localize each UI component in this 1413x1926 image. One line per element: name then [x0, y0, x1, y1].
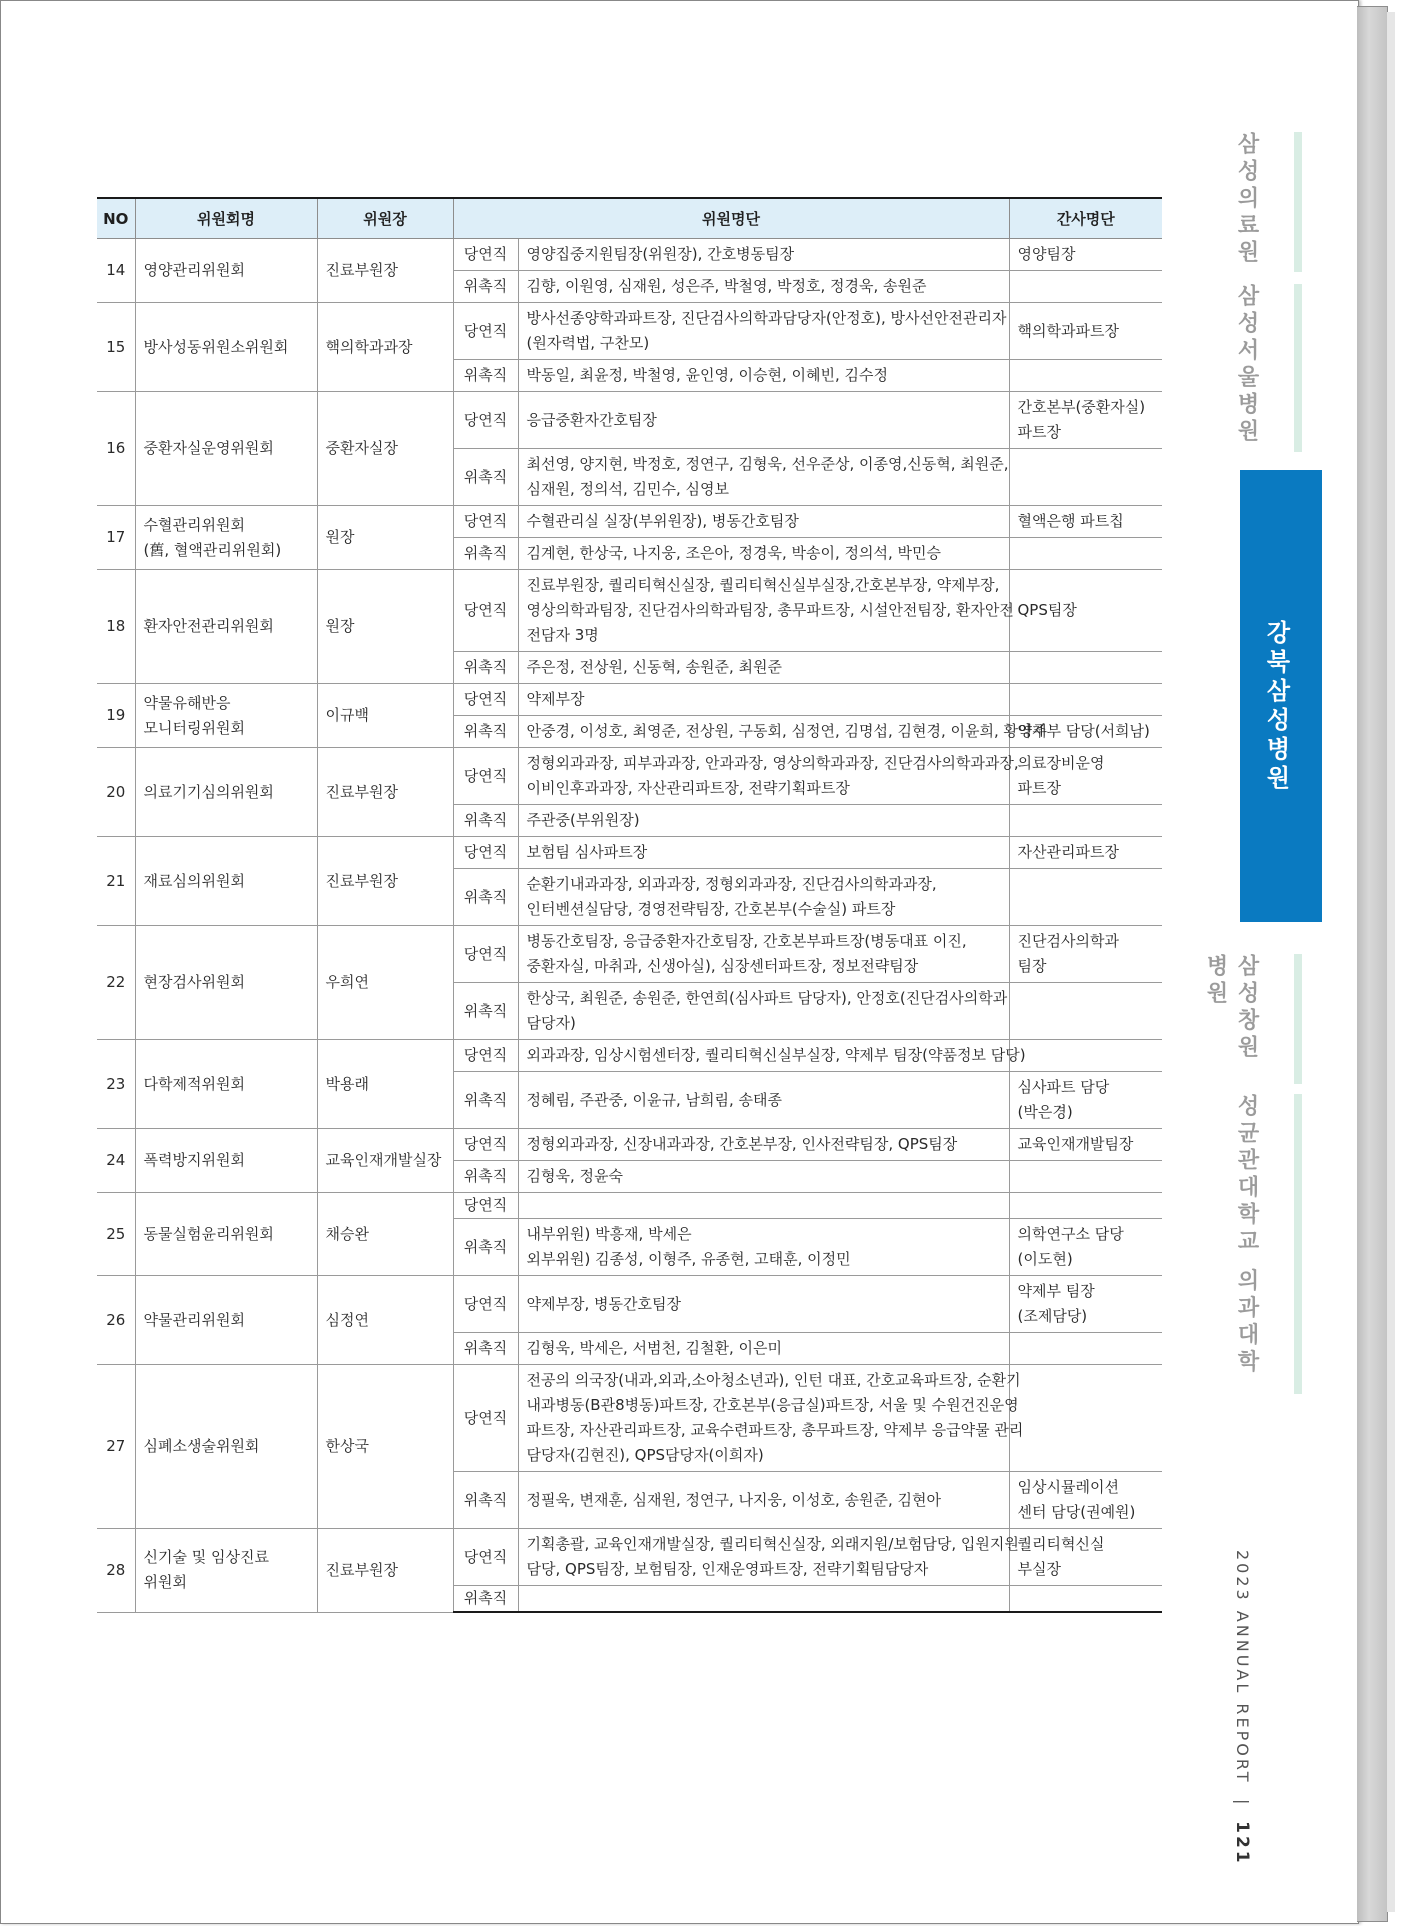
member-list-line: 순환기내과과장, 외과과장, 정형외과과장, 진단검사의학과과장,	[526, 875, 937, 893]
member-list	[518, 271, 1009, 303]
committee-name-line: 심폐소생술위원회	[143, 1437, 260, 1455]
secretary-list	[1009, 805, 1162, 837]
side-tab-label: 강북삼성병원	[1262, 620, 1290, 794]
member-list-line: 최선영, 양지현, 박정호, 정연구, 김형욱, 선우준상, 이종영,신동혁, 최원준,	[526, 455, 1009, 473]
table-row	[97, 392, 1162, 449]
secretary-line: 혈액은행 파트칩	[1017, 512, 1124, 530]
table-row	[97, 1529, 1162, 1586]
table-row	[97, 1365, 1162, 1472]
side-tab-3[interactable]	[1240, 470, 1322, 922]
secretary-list	[1009, 506, 1162, 538]
secretary-line: 퀄리티혁신실	[1017, 1535, 1105, 1553]
secretary-list	[1009, 449, 1162, 506]
member-list-line: 중환자실, 마취과, 신생아실), 심장센터파트장, 정보전략팀장	[526, 957, 919, 975]
secretary-list	[1009, 360, 1162, 392]
member-type: 당연직	[453, 1129, 518, 1161]
member-type: 당연직	[453, 506, 518, 538]
member-list	[518, 716, 1048, 748]
secretary-line: QPS팀장	[1017, 601, 1077, 619]
secretary-line: 임상시뮬레이션	[1017, 1478, 1119, 1496]
member-type: 당연직	[453, 837, 518, 869]
member-list-line: 약제부장	[526, 690, 585, 708]
committee-name	[135, 570, 317, 684]
committee-name-line: 현장검사위원회	[143, 973, 245, 991]
table-header-row	[97, 198, 1162, 239]
header-no: NO	[97, 198, 135, 239]
committee-name	[135, 506, 317, 570]
member-list	[518, 983, 1009, 1040]
secretary-line: 약제부 팀장	[1017, 1282, 1095, 1300]
secretary-list	[1009, 983, 1162, 1040]
secretary-list	[1009, 1161, 1162, 1193]
member-type: 위촉직	[453, 538, 518, 570]
member-list	[518, 805, 1009, 837]
row-number: 23	[97, 1040, 135, 1129]
member-list-line: 담당자)	[526, 1014, 576, 1032]
member-list	[518, 837, 1009, 869]
member-type: 위촉직	[453, 983, 518, 1040]
member-type: 위촉직	[453, 805, 518, 837]
committee-chair: 진료부원장	[317, 239, 453, 303]
secretary-list	[1009, 570, 1162, 652]
committee-chair: 채승완	[317, 1193, 453, 1276]
row-number: 24	[97, 1129, 135, 1193]
row-number: 21	[97, 837, 135, 926]
secretary-line: 자산관리파트장	[1017, 843, 1119, 861]
member-list	[518, 1219, 1009, 1276]
secretary-line: 파트장	[1017, 779, 1061, 797]
secretary-line: 진단검사의학과	[1017, 932, 1119, 950]
page-number: 121	[1232, 1821, 1252, 1866]
member-type: 위촉직	[453, 1333, 518, 1365]
table-row	[97, 303, 1162, 360]
committee-name	[135, 1529, 317, 1613]
row-number: 16	[97, 392, 135, 506]
side-tab-label: 삼성창원병원	[1203, 954, 1259, 1062]
member-list	[518, 1529, 1019, 1586]
committee-name	[135, 392, 317, 506]
side-tab-label: 성균관대학교 의과대학	[1234, 1094, 1259, 1377]
table-body	[97, 239, 1162, 1613]
side-tab-1[interactable]	[1222, 132, 1302, 272]
member-list-line: 영양집중지원팀장(위원장), 간호병동팀장	[526, 245, 795, 263]
side-tab-bar	[1294, 132, 1302, 272]
committee-chair: 심정연	[317, 1276, 453, 1365]
secretary-list	[1009, 652, 1162, 684]
side-tab-2[interactable]	[1222, 284, 1302, 452]
member-list-line: 김형욱, 정윤숙	[526, 1167, 623, 1185]
member-type: 위촉직	[453, 1072, 518, 1129]
member-list-line: 박동일, 최윤정, 박철영, 윤인영, 이승현, 이혜빈, 김수정	[526, 366, 889, 384]
member-list-line: 내부위원) 박흥재, 박세은	[526, 1225, 692, 1243]
secretary-list	[1009, 1193, 1162, 1219]
secretary-line: 부실장	[1017, 1560, 1061, 1578]
row-number: 25	[97, 1193, 135, 1276]
member-list	[518, 1161, 1009, 1193]
member-type: 위촉직	[453, 1472, 518, 1529]
member-list-line: (원자력법, 구찬모)	[526, 334, 650, 352]
committee-name	[135, 239, 317, 303]
member-list-line: 진료부원장, 퀄리티혁신실장, 퀄리티혁신실부실장,간호본부장, 약제부장,	[526, 576, 1000, 594]
committee-name	[135, 1365, 317, 1529]
committee-name-line: 수혈관리위원회	[143, 515, 245, 534]
member-list-line: 김형욱, 박세은, 서범천, 김철환, 이은미	[526, 1339, 782, 1357]
member-list-line: 응급중환자간호팀장	[526, 410, 657, 429]
committee-name	[135, 1040, 317, 1129]
committee-chair: 핵의학과과장	[317, 303, 453, 392]
secretary-line: (조제담당)	[1017, 1307, 1088, 1325]
committee-name-line: (舊, 혈액관리위원회)	[143, 540, 282, 559]
committee-name-line: 다학제적위원회	[143, 1074, 245, 1093]
member-list	[518, 1276, 1009, 1333]
secretary-list	[1009, 1365, 1162, 1472]
member-list-line: 김향, 이원영, 심재원, 성은주, 박철영, 박정호, 정경욱, 송원준	[526, 277, 927, 295]
header-secretary: 간사명단	[1009, 198, 1162, 239]
secretary-list	[1009, 392, 1162, 449]
member-type: 위촉직	[453, 716, 518, 748]
member-list-line: 한상국, 최원준, 송원준, 한연희(심사파트 담당자), 안정호(진단검사의학과	[526, 989, 1008, 1007]
member-type: 당연직	[453, 1365, 518, 1472]
table-row	[97, 1040, 1162, 1072]
secretary-line: (박은경)	[1017, 1103, 1073, 1121]
member-type: 당연직	[453, 1276, 518, 1333]
secretary-line: 의학연구소 담당	[1017, 1225, 1124, 1243]
secretary-list	[1009, 684, 1162, 716]
member-type: 당연직	[453, 1040, 518, 1072]
committee-name-line: 모니터링위원회	[143, 718, 245, 737]
member-list	[518, 748, 1019, 805]
table-row	[97, 1129, 1162, 1161]
side-tab-label: 삼성서울병원	[1234, 284, 1259, 446]
member-list-line: 주은정, 전상원, 신동혁, 송원준, 최원준	[526, 658, 782, 676]
secretary-line: 파트장	[1017, 423, 1061, 441]
committee-table	[97, 197, 1162, 1613]
member-type: 당연직	[453, 303, 518, 360]
secretary-line: 심사파트 담당	[1017, 1078, 1110, 1096]
member-list-line: 외부위원) 김종성, 이형주, 유종현, 고태훈, 이정민	[526, 1250, 851, 1268]
member-list-line: 약제부장, 병동간호팀장	[526, 1294, 681, 1313]
committee-name-line: 약물유해반응	[143, 693, 231, 712]
member-list	[518, 869, 1009, 926]
secretary-line: 영양팀장	[1017, 245, 1076, 263]
side-tab-5[interactable]	[1222, 1094, 1302, 1394]
committee-name-line: 약물관리위원회	[143, 1310, 245, 1329]
committee-name	[135, 684, 317, 748]
committee-name	[135, 926, 317, 1040]
report-label: 2023 ANNUAL REPORT	[1233, 1550, 1252, 1785]
committee-name-line: 의료기기심의위원회	[143, 782, 274, 801]
member-list-line: 전담자 3명	[526, 626, 599, 644]
member-type: 위촉직	[453, 1161, 518, 1193]
secretary-line: 교육인재개발팀장	[1017, 1135, 1134, 1153]
member-list	[518, 1040, 1026, 1072]
page-edge	[1357, 6, 1388, 1922]
secretary-list	[1009, 837, 1162, 869]
secretary-list	[1009, 748, 1162, 805]
committee-chair: 진료부원장	[317, 1529, 453, 1613]
member-list	[518, 1586, 1009, 1613]
row-number: 22	[97, 926, 135, 1040]
committee-chair: 중환자실장	[317, 392, 453, 506]
member-type: 당연직	[453, 239, 518, 271]
committee-name	[135, 303, 317, 392]
member-list	[518, 926, 1009, 983]
committee-name	[135, 837, 317, 926]
member-list-line: 병동간호팀장, 응급중환자간호팀장, 간호본부파트장(병동대표 이진,	[526, 932, 967, 950]
committee-chair: 한상국	[317, 1365, 453, 1529]
member-type: 당연직	[453, 392, 518, 449]
committee-name-line: 위원회	[143, 1573, 187, 1592]
member-list-line: 주관중(부위원장)	[526, 811, 640, 829]
member-type: 위촉직	[453, 449, 518, 506]
secretary-list	[1009, 1586, 1162, 1613]
member-type: 위촉직	[453, 1219, 518, 1276]
secretary-list	[1009, 1472, 1162, 1529]
member-type: 당연직	[453, 570, 518, 652]
member-list	[518, 1129, 1009, 1161]
secretary-list	[1009, 1529, 1162, 1586]
member-type: 위촉직	[453, 869, 518, 926]
page-edge-shadow	[1387, 12, 1395, 1912]
member-list	[518, 538, 1009, 570]
member-type: 위촉직	[453, 271, 518, 303]
member-list-line: 안중경, 이성호, 최영준, 전상원, 구동회, 심정연, 김명섭, 김현경, 이윤희, 황영주	[526, 722, 1048, 740]
committee-name-line: 영양관리위원회	[143, 261, 245, 279]
secretary-list	[1009, 1040, 1162, 1072]
table-row	[97, 684, 1162, 716]
member-list-line: 인터벤션실담당, 경영전략팀장, 간호본부(수술실) 파트장	[526, 900, 896, 918]
member-type: 당연직	[453, 1193, 518, 1219]
member-list-line: 내과병동(B관8병동)파트장, 간호본부(응급실)파트장, 서울 및 수원건진운영	[526, 1396, 1019, 1414]
committee-name	[135, 1129, 317, 1193]
header-committee-name: 위원회명	[135, 198, 317, 239]
secretary-list	[1009, 926, 1162, 983]
header-chair: 위원장	[317, 198, 453, 239]
secretary-list	[1009, 303, 1162, 360]
table-row	[97, 506, 1162, 538]
side-tab-bar	[1294, 954, 1302, 1084]
member-type: 당연직	[453, 926, 518, 983]
secretary-list	[1009, 239, 1162, 271]
row-number: 19	[97, 684, 135, 748]
member-list	[518, 506, 1009, 538]
secretary-list	[1009, 538, 1162, 570]
secretary-list	[1009, 271, 1162, 303]
member-list-line: 기획총괄, 교육인재개발실장, 퀄리티혁신실장, 외래지원/보험담당, 입원지원	[526, 1535, 1019, 1553]
row-number: 18	[97, 570, 135, 684]
member-type: 위촉직	[453, 1586, 518, 1613]
committee-chair: 원장	[317, 506, 453, 570]
member-list-line: 정형외과과장, 피부과과장, 안과과장, 영상의학과과장, 진단검사의학과과장,	[526, 754, 1019, 772]
member-list-line: 이비인후과과장, 자산관리파트장, 전략기획파트장	[526, 779, 850, 797]
table-row	[97, 1276, 1162, 1333]
member-list	[518, 684, 1009, 716]
member-list-line: 담당자(김현진), QPS담당자(이희자)	[526, 1446, 764, 1464]
member-list-line: 외과과장, 임상시험센터장, 퀄리티혁신실부실장, 약제부 팀장(약품정보 담당)	[526, 1046, 1026, 1064]
table-row	[97, 748, 1162, 805]
side-navigation	[1203, 132, 1302, 1394]
secretary-list	[1009, 1072, 1162, 1129]
member-type: 당연직	[453, 748, 518, 805]
secretary-line: 핵의학과파트장	[1017, 321, 1119, 340]
row-number: 14	[97, 239, 135, 303]
member-list-line: 담당, QPS팀장, 보험팀장, 인재운영파트장, 전략기획팀담당자	[526, 1560, 929, 1578]
table-row	[97, 926, 1162, 983]
committee-name-line: 폭력방지위원회	[143, 1151, 245, 1169]
row-number: 15	[97, 303, 135, 392]
member-list-line: 방사선종양학과파트장, 진단검사의학과담당자(안정호), 방사선안전관리자	[526, 309, 1007, 327]
member-list-line: 파트장, 자산관리파트장, 교육수련파트장, 총무파트장, 약제부 응급약물 관리	[526, 1421, 1024, 1439]
secretary-line: 간호본부(중환자실)	[1017, 398, 1146, 416]
committee-chair: 원장	[317, 570, 453, 684]
footer-separator: |	[1233, 1798, 1252, 1808]
committee-chair: 이규백	[317, 684, 453, 748]
committee-name-line: 재료심의위원회	[143, 871, 245, 890]
member-list-line: 영상의학과팀장, 진단검사의학과팀장, 총무파트장, 시설안전팀장, 환자안전	[526, 601, 1014, 619]
secretary-list	[1009, 1333, 1162, 1365]
member-list	[518, 303, 1009, 360]
row-number: 20	[97, 748, 135, 837]
member-list	[518, 652, 1009, 684]
secretary-list	[1009, 716, 1162, 748]
row-number: 26	[97, 1276, 135, 1365]
committee-chair: 진료부원장	[317, 748, 453, 837]
row-number: 17	[97, 506, 135, 570]
secretary-line: 팀장	[1017, 957, 1047, 975]
secretary-list	[1009, 1219, 1162, 1276]
side-tab-label: 삼성의료원	[1234, 132, 1259, 267]
member-list	[518, 239, 1009, 271]
member-list-line: 전공의 의국장(내과,외과,소아청소년과), 인턴 대표, 간호교육파트장, 순환기	[526, 1371, 1021, 1389]
secretary-line: (이도현)	[1017, 1250, 1073, 1268]
secretary-line: 의료장비운영	[1017, 754, 1105, 772]
member-list	[518, 570, 1014, 652]
header-members: 위원명단	[453, 198, 1009, 239]
member-list-line: 수혈관리실 실장(부위원장), 병동간호팀장	[526, 512, 799, 530]
committee-name-line: 신기술 및 임상진료	[143, 1548, 269, 1567]
secretary-list	[1009, 1276, 1162, 1333]
committee-chair: 박용래	[317, 1040, 453, 1129]
committee-chair: 우희연	[317, 926, 453, 1040]
side-tab-4[interactable]	[1203, 954, 1302, 1084]
member-list-line: 정형외과과장, 신장내과과장, 간호본부장, 인사전략팀장, QPS팀장	[526, 1135, 958, 1153]
table-row	[97, 1193, 1162, 1219]
member-list	[518, 1072, 1009, 1129]
member-list-line: 보험팀 심사파트장	[526, 843, 648, 861]
member-list-line: 정혜림, 주관중, 이윤규, 남희림, 송태종	[526, 1090, 782, 1109]
member-list	[518, 1193, 1009, 1219]
member-type: 당연직	[453, 1529, 518, 1586]
committee-name-line: 환자안전관리위원회	[143, 617, 274, 635]
secretary-list	[1009, 1129, 1162, 1161]
secretary-list	[1009, 869, 1162, 926]
member-type: 위촉직	[453, 360, 518, 392]
report-footer	[1232, 1550, 1252, 1866]
committee-name-line: 동물실험윤리위원회	[143, 1224, 274, 1243]
member-type: 당연직	[453, 684, 518, 716]
committee-name-line: 방사성동위원소위원회	[143, 337, 289, 356]
row-number: 27	[97, 1365, 135, 1529]
table-row	[97, 837, 1162, 869]
member-list	[518, 449, 1009, 506]
member-list	[518, 1365, 1024, 1472]
committee-name	[135, 1276, 317, 1365]
committee-name	[135, 1193, 317, 1276]
side-tab-bar	[1294, 1094, 1302, 1394]
secretary-line: 센터 담당(권예원)	[1017, 1503, 1136, 1521]
committee-name-line: 중환자실운영위원회	[143, 439, 274, 457]
row-number: 28	[97, 1529, 135, 1613]
member-type: 위촉직	[453, 652, 518, 684]
committee-name	[135, 748, 317, 837]
committee-chair: 진료부원장	[317, 837, 453, 926]
member-list-line: 심재원, 정의석, 김민수, 심영보	[526, 480, 729, 498]
member-list-line: 정필욱, 변재훈, 심재원, 정연구, 나지웅, 이성호, 송원준, 김현아	[526, 1490, 942, 1509]
committee-chair: 교육인재개발실장	[317, 1129, 453, 1193]
table-row	[97, 570, 1162, 652]
secretary-line: 약제부 담당(서희남)	[1017, 722, 1150, 740]
table-row	[97, 239, 1162, 271]
member-list	[518, 392, 1009, 449]
member-list	[518, 1472, 1009, 1529]
member-list-line: 김계현, 한상국, 나지웅, 조은아, 정경욱, 박송이, 정의석, 박민승	[526, 544, 942, 562]
side-tab-bar	[1294, 284, 1302, 452]
member-list	[518, 1333, 1009, 1365]
member-list	[518, 360, 1009, 392]
